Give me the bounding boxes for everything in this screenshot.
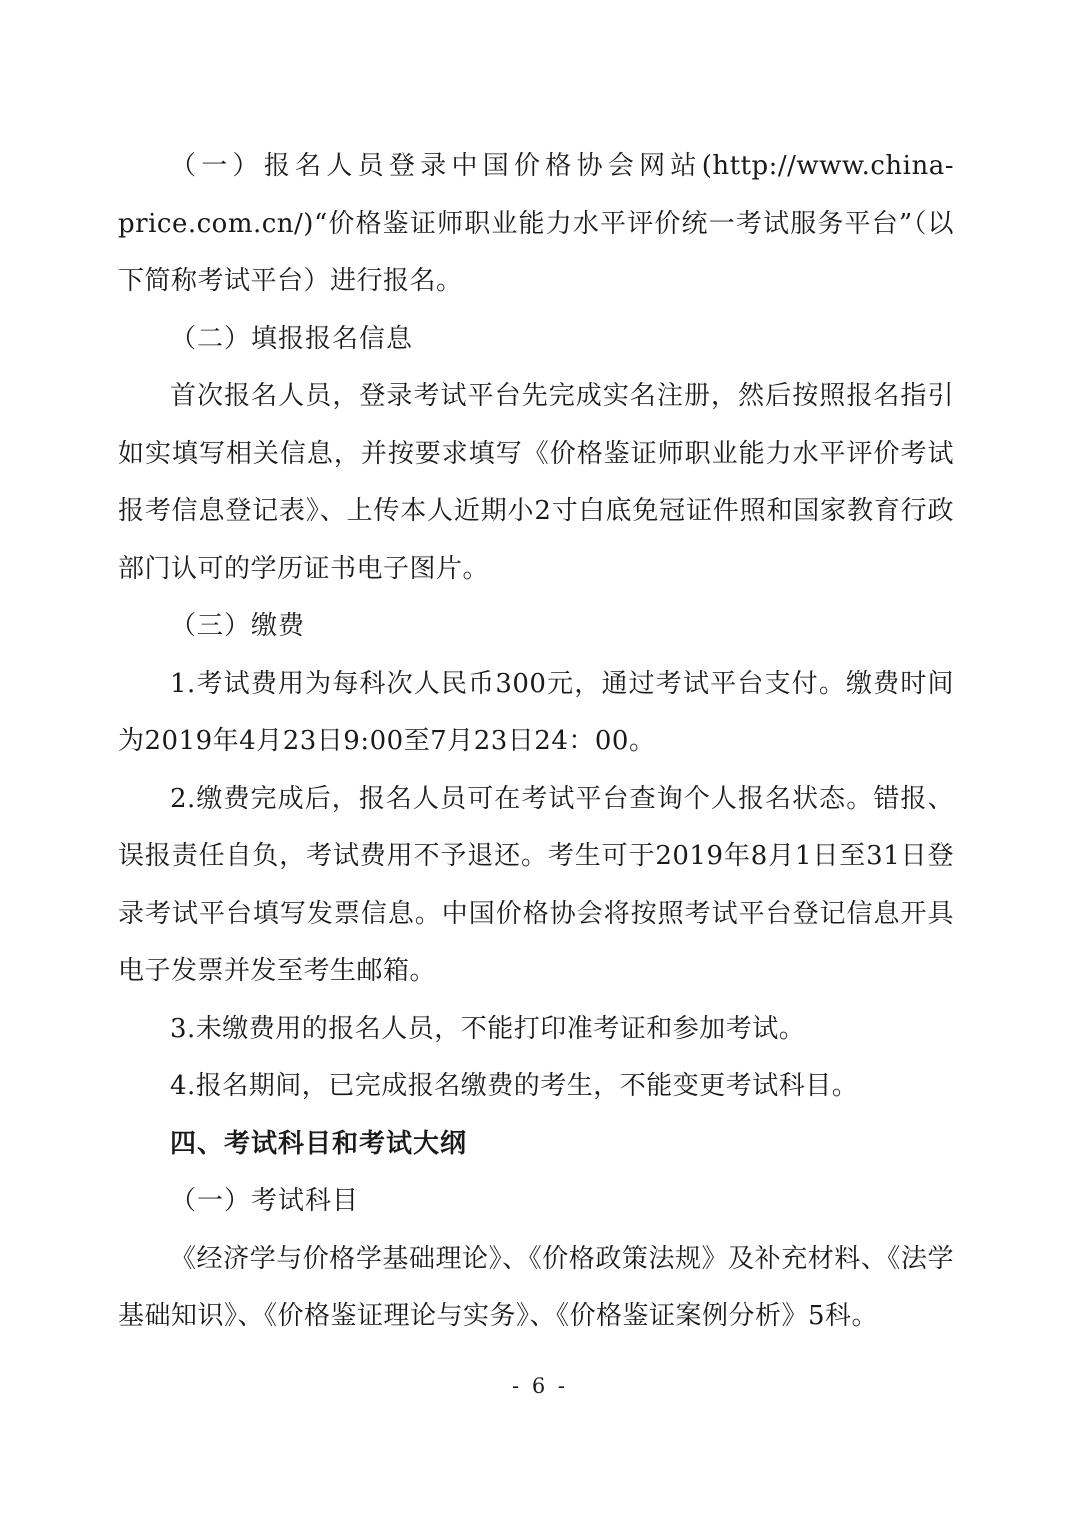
page-number: - 6 - xyxy=(512,1374,568,1398)
subheading-payment: （三）缴费 xyxy=(170,611,306,641)
subheading-exam-subjects: （一）考试科目 xyxy=(170,1186,360,1216)
paragraph-fee-amount: 1.考试费用为每科次人民币300元，通过考试平台支付。缴费时间为2019年4月23日9:00至7月23日24：00。 xyxy=(118,668,954,756)
paragraph-no-change: 4.报名期间，已完成报名缴费的考生，不能变更考试科目。 xyxy=(170,1071,859,1101)
document-body xyxy=(118,138,954,1346)
paragraph-payment-status: 2.缴费完成后，报名人员可在考试平台查询个人报名状态。错报、误报责任自负，考试费用不予退还。考生可于2019年8月1日至31日登录考试平台填写发票信息。中国价格协会将按照考试平台登记信息开具电子发票并发至考生邮箱。 xyxy=(118,783,954,986)
section-heading-subjects: 四、考试科目和考试大纲 xyxy=(170,1128,468,1159)
paragraph-first-registration: 首次报名人员，登录考试平台先完成实名注册，然后按照报名指引如实填写相关信息，并按要求填写《价格鉴证师职业能力水平评价考试报考信息登记表》、上传本人近期小2寸白底免冠证件照和国家教育行政部门认可的学历证书电子图片。 xyxy=(118,381,954,584)
paragraph-registration-website: （一）报名人员登录中国价格协会网站(http://www.china-price.com.cn/)“价格鉴证师职业能力水平评价统一考试服务平台”（以下简称考试平台）进行报名。 xyxy=(118,151,954,296)
paragraph-subject-list: 《经济学与价格学基础理论》、《价格政策法规》及补充材料、《法学基础知识》、《价格鉴证理论与实务》、《价格鉴证案例分析》5科。 xyxy=(118,1243,954,1331)
subheading-fill-info: （二）填报报名信息 xyxy=(170,323,414,354)
paragraph-unpaid: 3.未缴费用的报名人员，不能打印准考证和参加考试。 xyxy=(170,1013,806,1044)
